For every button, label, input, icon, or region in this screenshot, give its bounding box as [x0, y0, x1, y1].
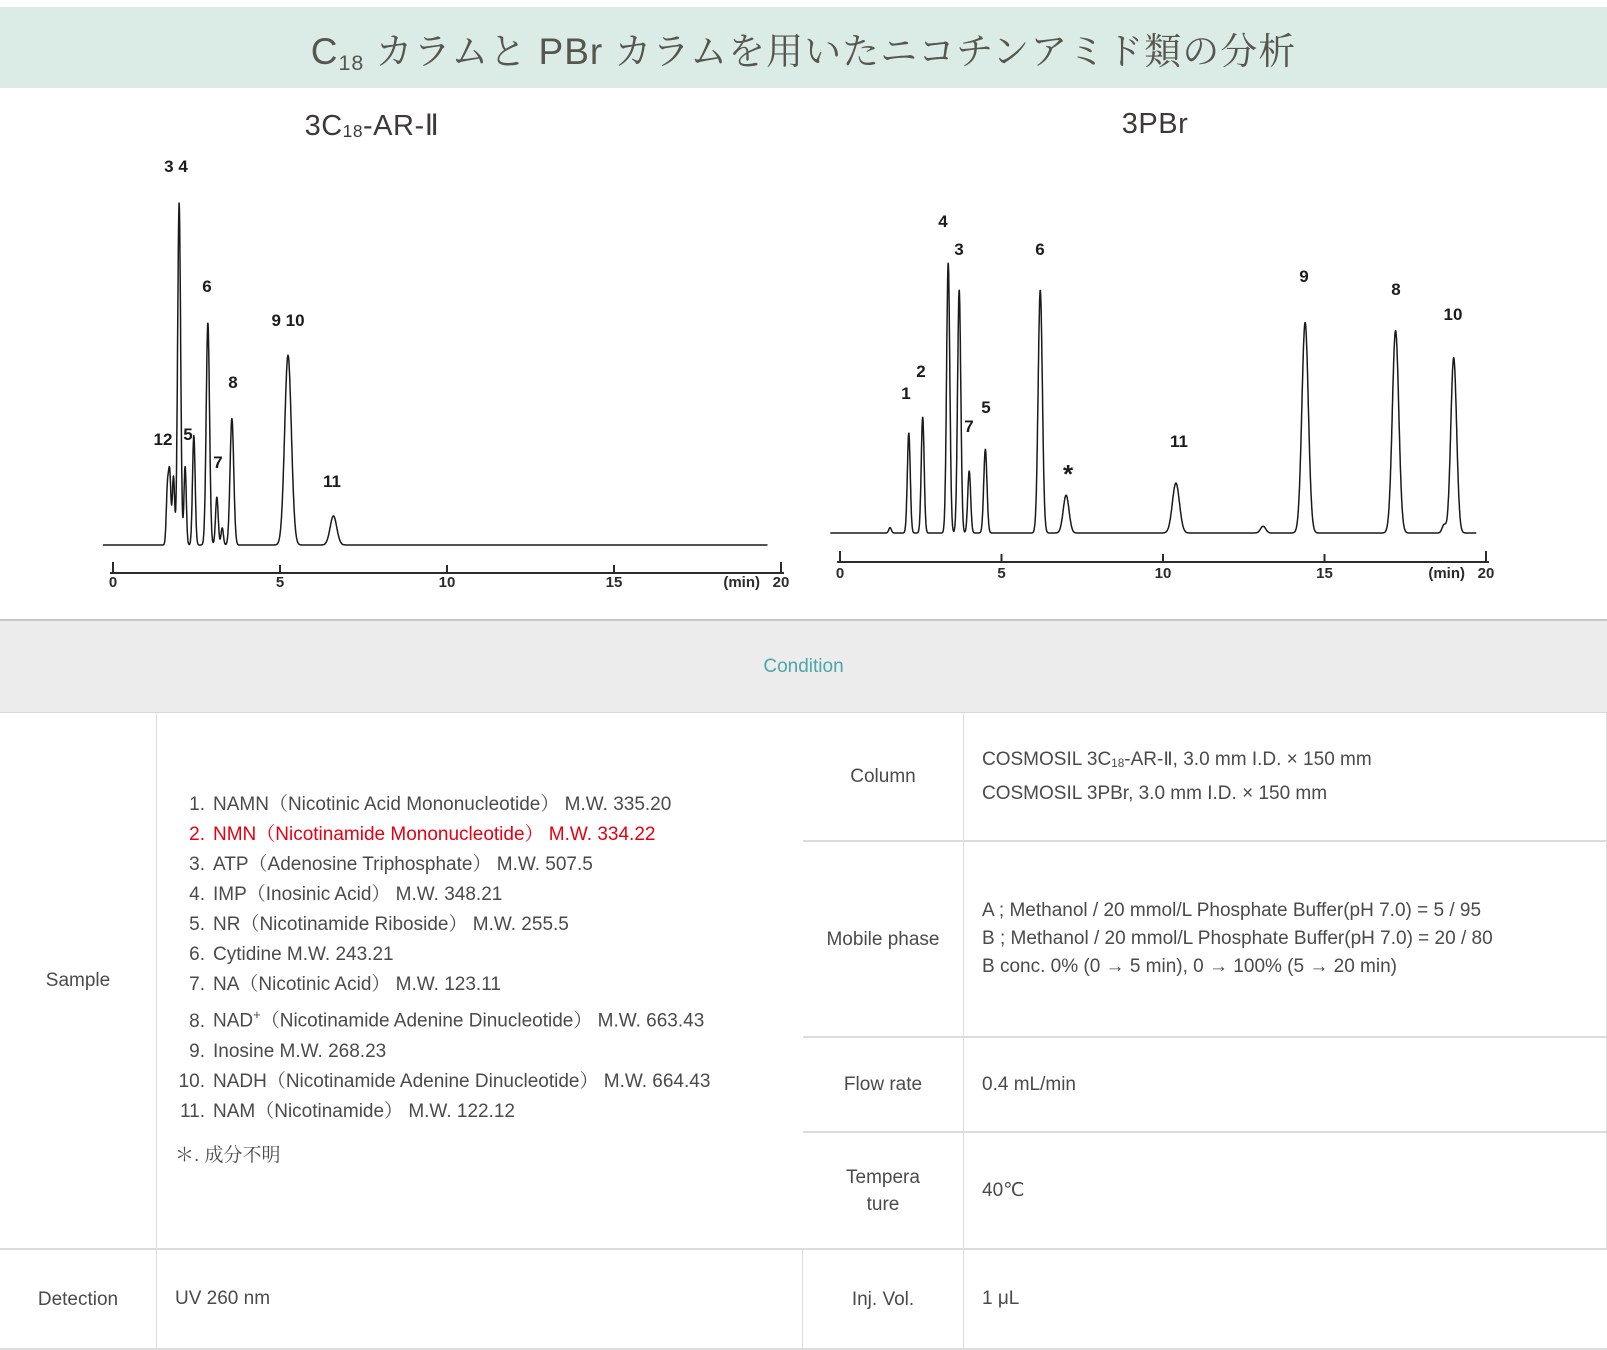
axis-tick-label: 15: [1316, 565, 1333, 582]
text-line: A ; Methanol / 20 mmol/L Phosphate Buffer(pH 7.0) = 5 / 95: [982, 900, 1482, 921]
peak-label: 6: [202, 277, 212, 296]
axis-tick-label: 20: [1477, 565, 1495, 582]
text-line: Detection: [37, 1288, 119, 1310]
sample-item: 9. Inosine M.W. 268.23: [189, 1040, 387, 1062]
chromatograms-canvas: [0, 95, 1607, 605]
peak-label: 3 4: [164, 157, 188, 176]
axis-tick-label: 10: [438, 574, 456, 591]
sample-value: [157, 713, 803, 1250]
text-line: Tempera: [846, 1166, 920, 1188]
row-label-flow-rate: [803, 1038, 964, 1133]
sample-item: 10. NADH（Nicotinamide Adenine Dinucleotide） M.W. 664.43: [178, 1070, 711, 1092]
axis-tick-label: 5: [275, 574, 285, 591]
peak-label: 6: [1035, 240, 1045, 259]
peak-label: 5: [183, 425, 193, 444]
temperature-value: 40℃: [964, 1133, 1607, 1250]
sample-item: 3. ATP（Adenosine Triphosphate） M.W. 507.5: [189, 854, 593, 876]
peak-label: 9 10: [271, 311, 305, 330]
axis-tick-label: 5: [997, 565, 1006, 582]
chart-title-left-subscript: 18: [342, 121, 364, 142]
peak-label: 8: [228, 373, 238, 392]
peak-label: 11: [1170, 432, 1188, 451]
sample-item: 1. NAMN（Nicotinic Acid Mononucleotide） M.W. 335.20: [189, 794, 672, 816]
peak-label: 12: [153, 430, 173, 449]
trace-left: [103, 203, 768, 545]
column-value-line2: COSMOSIL 3PBr, 3.0 mm I.D. × 150 mm: [982, 782, 1328, 804]
axis-tick-label: 0: [835, 565, 845, 582]
sample-item: 5. NR（Nicotinamide Riboside） M.W. 255.5: [189, 914, 569, 936]
flow-rate-value: 0.4 mL/min: [964, 1038, 1607, 1133]
axis-tick-label: 0: [108, 574, 118, 591]
row-label-mobile-phase: [803, 842, 964, 1038]
column-value-line1: COSMOSIL $3C_{18}-AR-Ⅱ$, 3.0 mm I.D. × 150 mm: [982, 748, 1372, 770]
sample-footnote: ＊. 成分不明: [175, 1144, 281, 1166]
chromatogram-left: [103, 157, 789, 591]
text-line: Flow rate: [843, 1074, 923, 1095]
row-label-detection: [0, 1250, 157, 1348]
sample-item: 2. NMN（Nicotinamide Mononucleotide） M.W. 334.22: [189, 824, 656, 846]
sample-list: [175, 790, 710, 1126]
inj-vol-value: 1 μL: [982, 1288, 1020, 1309]
text-line: B conc. 0% (0 → 5 min), 0 → 100% (5 → 20 min): [982, 956, 1397, 977]
chart-title-left-pre: 3C: [304, 110, 343, 142]
row-label-column: [803, 713, 964, 842]
sample-item: 7. NA（Nicotinic Acid） M.W. 123.11: [189, 974, 501, 996]
page-title-prefix: C: [310, 30, 339, 72]
axis-unit-label: (min): [723, 574, 760, 591]
peak-label: 10: [1443, 305, 1463, 324]
page-title-rest: カラムと PBr カラムを用いたニコチンアミド類の分析: [364, 30, 1297, 72]
text-line: B ; Methanol / 20 mmol/L Phosphate Buffer(pH 7.0) = 20 / 80: [982, 928, 1493, 949]
peak-label: *: [1062, 459, 1074, 489]
peak-label: 8: [1391, 280, 1401, 299]
detection-value: UV 260 nm: [157, 1250, 803, 1348]
row-label-sample: Sample: [0, 713, 157, 1250]
trace-right: [830, 263, 1476, 533]
axis-tick-label: 10: [1154, 565, 1172, 582]
mobile-phase-value: [964, 842, 1607, 1038]
row-label-inj-vol: Inj. Vol.: [803, 1250, 964, 1348]
page-title-subscript: 18: [338, 50, 365, 75]
peak-label: 7: [213, 453, 223, 472]
condition-table: [0, 713, 1607, 1350]
text-line: Column: [850, 766, 916, 787]
sample-item: 11. NAM（Nicotinamide） M.W. 122.12: [179, 1100, 515, 1122]
sample-item: 8. NAD+（Nicotinamide Adenine Dinucleotide） M.W. 663.43: [189, 1007, 705, 1032]
text-line: ture: [866, 1193, 900, 1215]
peak-label: 9: [1299, 267, 1309, 286]
axis-unit-label: (min): [1428, 565, 1465, 582]
sample-item: 6. Cytidine M.W. 243.21: [189, 944, 394, 966]
peak-label: 4: [938, 212, 948, 231]
peak-label: 11: [323, 472, 341, 491]
peak-label: 5: [981, 398, 991, 417]
page-header: [0, 7, 1607, 88]
chart-title-right: 3PBr: [1121, 108, 1189, 140]
axis-tick-label: 20: [772, 574, 790, 591]
column-value: [964, 713, 1607, 842]
peak-label: 1: [901, 384, 911, 403]
axis-tick-label: 15: [605, 574, 623, 591]
condition-label: Condition: [763, 655, 844, 677]
sample-item: 4. IMP（Inosinic Acid） M.W. 348.21: [189, 884, 503, 906]
text-line: Mobile phase: [826, 928, 940, 950]
peak-label: 3: [954, 240, 964, 259]
peak-label: 7: [964, 417, 974, 436]
page-title: [311, 21, 1297, 75]
row-label-temperature: [803, 1133, 964, 1250]
peak-label: 2: [916, 362, 926, 381]
chart-title-left-post: -AR-Ⅱ: [363, 110, 440, 142]
chromatogram-right: [830, 212, 1494, 582]
condition-bar: [0, 619, 1607, 713]
